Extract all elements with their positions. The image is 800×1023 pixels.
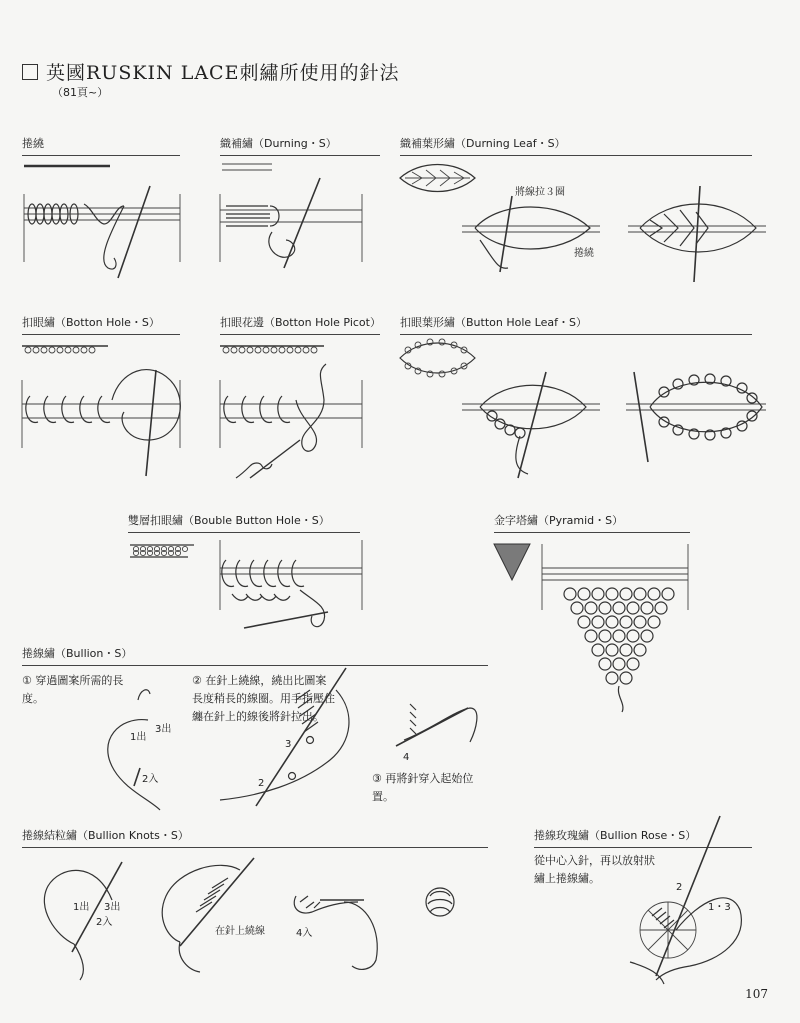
buttonhole-leaf-diagram [400,339,766,478]
knots-label-4in: 4入 [296,928,313,939]
bullion-knots-diagram [44,858,454,980]
darning-diagram [220,164,362,268]
bullion-rose-diagram [630,816,741,984]
bullion-label-num2: 2 [258,778,265,789]
rose-label-13: 1・3 [708,902,731,913]
knots-label-1out: 1出 [73,902,90,913]
darning-leaf-whip-note: 捲繞 [574,248,594,259]
bullion-label-2in: 2入 [142,774,159,785]
bullion-step1-note: ① 穿過圖案所需的長度。 [22,674,124,705]
bullion-label-num4: 4 [403,752,410,763]
double-buttonhole-diagram [130,540,362,628]
bullion-label-1out: 1出 [130,732,147,743]
bullion-diagram [108,668,477,810]
section-buttonhole-picot-title: 扣眼花邊（Botton Hole Picot） [220,314,380,335]
knots-label-2in: 2入 [96,917,113,928]
section-darning-leaf-title: 織補葉形繡（Durning Leaf・S） [400,135,752,156]
bullion-label-3out: 3出 [155,724,172,735]
section-bullion-knots-title: 捲線結粒繡（Bullion Knots・S） [22,827,488,848]
page-number: 107 [745,987,768,1001]
page-title-text: 英國RUSKIN LACE刺繡所使用的針法 [46,62,400,84]
pyramid-diagram [494,544,688,712]
section-double-buttonhole-title: 雙層扣眼繡（Bouble Button Hole・S） [128,512,360,533]
section-bullion-title: 捲線繡（Bullion・S） [22,645,488,666]
section-buttonhole-leaf-title: 扣眼葉形繡（Button Hole Leaf・S） [400,314,752,335]
whip-diagram [24,166,180,278]
section-pyramid-title: 金字塔繡（Pyramid・S） [494,512,690,533]
darning-leaf-diagram [400,165,766,283]
section-darning-title: 織補繡（Durning・S） [220,135,380,156]
rose-note: 從中心入針，再以放射狀繡上捲線繡。 [534,854,655,885]
bullion-step3-note: ③ 再將針穿入起始位置。 [372,772,474,803]
section-whip-title: 捲繞 [22,135,180,156]
bullion-step2-note: ② 在針上繞線，繞出比圖案長度稍長的線圈。用手指壓住纏在針上的線後將針拉出。 [192,674,335,723]
buttonhole-diagram [22,346,180,476]
section-buttonhole-title: 扣眼繡（Botton Hole・S） [22,314,180,335]
page-subtitle: （81頁~） [52,86,109,99]
buttonhole-picot-diagram [220,346,362,478]
bullion-label-num3: 3 [285,739,292,750]
darning-leaf-wrap-note: 將線拉３圈 [515,187,565,198]
rose-label-2: 2 [676,882,683,893]
knots-label-wrap: 在針上繞線 [215,926,265,937]
section-bullion-rose-title: 捲線玫瑰繡（Bullion Rose・S） [534,827,752,848]
knots-label-3out: 3出 [104,902,121,913]
